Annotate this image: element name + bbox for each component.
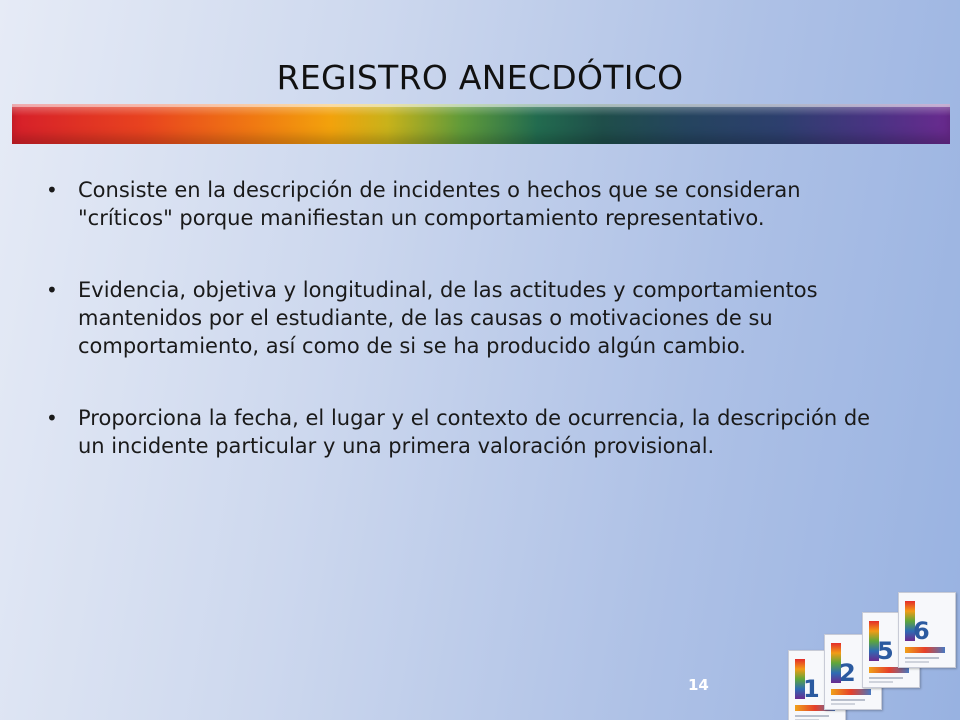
bullet-list xyxy=(44,176,884,504)
text-line-icon xyxy=(869,677,903,679)
page-number: 14 xyxy=(688,676,709,694)
bullet-text: Evidencia, objetiva y longitudinal, de las actitudes y comportamientos mantenidos por el estudiante, de las causas o motivaciones de su comportamiento, así como de si se ha producido algún cambio. xyxy=(78,278,818,358)
bullet-item xyxy=(44,176,884,232)
bullet-dot: • xyxy=(46,278,58,302)
text-line-icon xyxy=(795,715,829,717)
thumbnail-digit: 1 xyxy=(803,675,820,703)
color-stripe-icon xyxy=(831,689,871,695)
bullet-text: Proporciona la fecha, el lugar y el contexto de ocurrencia, la descripción de un incidente particular y una primera valoración provisional. xyxy=(78,406,871,458)
text-line-icon xyxy=(905,657,939,659)
slide-title: REGISTRO ANECDÓTICO xyxy=(276,58,684,97)
text-line-icon xyxy=(831,703,855,705)
thumbnail-digit: 6 xyxy=(913,617,930,645)
text-line-icon xyxy=(831,699,865,701)
bullet-dot: • xyxy=(46,406,58,430)
text-line-icon xyxy=(905,661,929,663)
bullet-item xyxy=(44,276,884,360)
thumbnail-digit: 5 xyxy=(877,637,894,665)
document-thumbnails xyxy=(780,590,960,720)
thumbnail-digit: 2 xyxy=(839,659,856,687)
text-line-icon xyxy=(869,681,893,683)
rainbow-banner xyxy=(12,104,950,144)
bullet-dot: • xyxy=(46,178,58,202)
document-thumbnail xyxy=(898,592,956,668)
bullet-item xyxy=(44,404,884,460)
color-stripe-icon xyxy=(905,647,945,653)
bullet-text: Consiste en la descripción de incidentes o hechos que se consideran "críticos" porque manifiestan un comportamiento representativo. xyxy=(78,178,801,230)
